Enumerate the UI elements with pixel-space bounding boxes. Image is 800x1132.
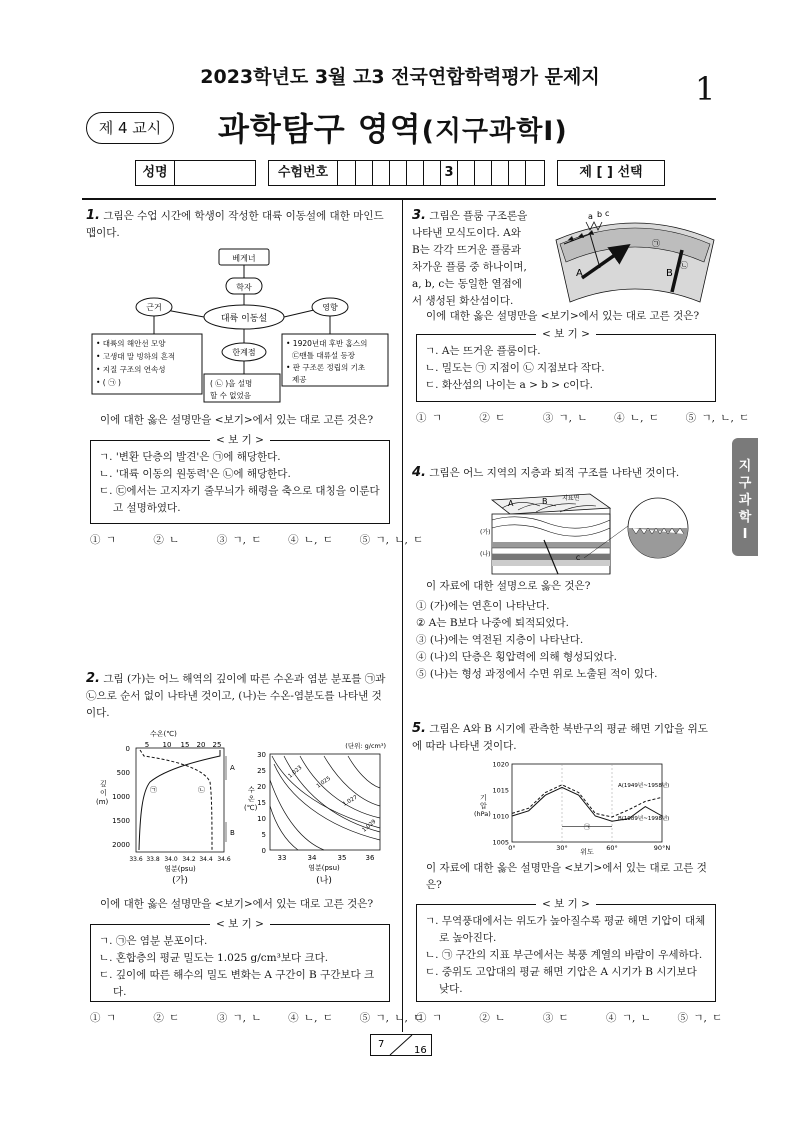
series-line [512, 785, 662, 817]
figure-ga-temp-salinity-depth [92, 726, 242, 886]
column-divider [402, 200, 403, 1032]
question-text: 그림은 수업 시간에 학생이 작성한 대륙 이동설에 대한 마인드 맵이다. [86, 210, 384, 239]
point-label: ㉠ [652, 239, 660, 248]
axis-label: (℃) [244, 804, 258, 812]
stem-line: a, b, c는 동일한 열점에 [412, 278, 522, 290]
subject-side-tab [732, 438, 758, 556]
layer-label: (나) [480, 551, 491, 558]
digit-cell [373, 161, 390, 185]
subject-name: 과학탐구 영역 [218, 110, 422, 148]
bogi-title: < 보 기 > [210, 918, 270, 930]
digit-cell [356, 161, 373, 185]
mind-map-text: • 고생대 말 빙하의 흔적 [96, 352, 176, 361]
figure-caption: (나) [316, 876, 332, 886]
zone-label: A [230, 764, 235, 772]
point-label: ㉡ [680, 261, 688, 270]
curve-dashed [140, 750, 212, 850]
question-5-prompt: 이 자료에 대한 옳은 설명만을 <보기>에서 있는 대로 고른 것은? [426, 862, 707, 891]
x-tick-label: 30° [556, 844, 568, 852]
tick-label: 33 [277, 854, 287, 862]
strata-block-figure [480, 490, 700, 578]
series-label: B(1989년~1998년) [618, 816, 670, 822]
point-label: C [576, 555, 581, 562]
bogi-title: < 보 기 > [536, 898, 596, 910]
page-current: 7 [378, 1039, 385, 1050]
bogi-item: ㄷ. 깊이에 따른 해수의 밀도 변화는 A 구간이 B 구간보다 크다. [99, 969, 375, 998]
choice-label: 제 [ ] 선택 [579, 165, 643, 180]
axis-label: 염분(psu) [164, 865, 196, 873]
mind-map-text: ( ㉡ )을 설명 [210, 379, 253, 388]
plume-tectonics-figure [552, 210, 718, 304]
stem-line: 나타낸 모식도이다. A와 [412, 227, 521, 239]
question-number: 1. [86, 208, 100, 223]
tick-label: 33.8 [146, 856, 160, 863]
point-label: B [542, 497, 548, 506]
tick-label: 36 [365, 854, 375, 862]
density-label: 1.025 [315, 775, 333, 790]
mind-map-text: • 지질 구조의 연속성 [96, 365, 166, 374]
axis-label: 기 [480, 794, 487, 802]
mind-map-text: 대륙 이동설 [220, 314, 268, 324]
tick-label: 15 [257, 799, 266, 807]
question-3-choices[interactable]: ① ㄱ ② ㄷ ③ ㄱ, ㄴ ④ ㄴ, ㄷ ⑤ ㄱ, ㄴ, ㄷ [416, 412, 750, 424]
y-tick-label: 1020 [492, 760, 509, 769]
axis-label: 수온(℃) [150, 730, 177, 738]
island-label: c [605, 210, 610, 218]
answer-option[interactable]: ⑤ (나)는 형성 과정에서 수면 위로 노출된 적이 있다. [416, 668, 658, 680]
tick-label: 34.2 [182, 856, 196, 863]
axis-label: 깊 [100, 780, 107, 788]
pressure-latitude-chart [466, 756, 716, 856]
question-1-bogi [90, 434, 390, 524]
side-tab-char: 학 [738, 510, 752, 525]
surface-label: 지표면 [562, 495, 580, 502]
axis-label: 온 [248, 795, 255, 803]
question-4-prompt: 이 자료에 대한 설명으로 옳은 것은? [426, 580, 591, 592]
tick-label: 34 [307, 854, 317, 862]
question-3-bogi [416, 328, 716, 402]
point-label: A [508, 499, 514, 508]
tick-label: 1000 [112, 793, 130, 801]
question-2-prompt: 이에 대한 옳은 설명만을 <보기>에서 있는 대로 고른 것은? [100, 898, 374, 910]
subject-paren: (지구과학Ⅰ) [421, 116, 568, 147]
subject-title [218, 104, 568, 150]
tick-label: 30 [257, 751, 266, 759]
question-2-choices[interactable]: ① ㄱ ② ㄷ ③ ㄱ, ㄴ ④ ㄴ, ㄷ ⑤ ㄱ, ㄴ, ㄷ [90, 1012, 424, 1024]
tick-label: 34.0 [164, 856, 178, 863]
tick-label: 5 [144, 741, 150, 749]
layer-label: (가) [480, 529, 491, 536]
digit-cell [424, 161, 441, 185]
stem-line: 서 생성된 화산섬이다. [412, 295, 514, 307]
island-label: b [597, 210, 603, 219]
question-2-bogi [90, 918, 390, 1002]
mind-map-text: 베게너 [232, 254, 256, 263]
page-counter [370, 1034, 432, 1056]
tick-label: 25 [212, 741, 222, 749]
side-tab-char: 구 [738, 476, 752, 491]
question-number: 5. [412, 721, 426, 736]
exam-number-box [268, 160, 545, 186]
plume-label: A [576, 268, 583, 279]
name-label: 성명 [136, 161, 175, 185]
bogi-item: ㄱ. A는 뜨거운 플룸이다. [425, 345, 541, 357]
page-number: 1 [695, 70, 716, 108]
digit-cell [407, 161, 424, 185]
mind-map-text: 제공 [292, 375, 307, 384]
answer-option[interactable]: ① (가)에는 연흔이 나타난다. [416, 600, 550, 612]
tick-label: 35 [337, 854, 347, 862]
stem-line: 그림은 플룸 구조론을 [429, 210, 528, 222]
tick-label: 20 [257, 783, 266, 791]
bogi-item: ㄱ. ㉠은 염분 분포이다. [99, 935, 208, 947]
annotation-label: ㉠ [583, 822, 591, 831]
mind-map-text: ㉢맨틀 대류설 등장 [292, 351, 355, 360]
tick-label: 1500 [112, 817, 130, 825]
digit-cell: 3 [441, 161, 458, 185]
exam-title: 2023학년도 3월 고3 전국연합학력평가 문제지 [200, 66, 600, 88]
answer-option[interactable]: ④ (나)의 단층은 횡압력에 의해 형성되었다. [416, 651, 618, 663]
question-1-stem [86, 207, 390, 242]
axis-label: 수 [248, 786, 255, 794]
mind-map-text: • 판 구조론 정립의 기초 [286, 363, 366, 372]
x-tick-label: 90°N [653, 844, 671, 852]
question-3-stem [412, 207, 552, 310]
digit-cell [509, 161, 526, 185]
question-number: 2. [86, 671, 100, 686]
figure-caption: (가) [172, 876, 188, 886]
digit-cell [390, 161, 407, 185]
zone-label: B [230, 829, 235, 837]
question-text: 그림은 어느 지역의 지층과 퇴적 구조를 나타낸 것이다. [429, 467, 680, 479]
axis-label: 염분(psu) [308, 864, 340, 872]
period-badge: 제 4 교시 [86, 112, 174, 144]
tick-label: 34.6 [217, 856, 231, 863]
name-box [135, 160, 256, 186]
tick-label: 500 [116, 769, 130, 777]
side-tab-char: 지 [738, 459, 752, 474]
density-label: 1.023 [287, 764, 304, 780]
tick-label: 2000 [112, 841, 130, 849]
bogi-item: ㄴ. 밀도는 ㉠ 지점이 ㉡ 지점보다 작다. [425, 362, 605, 374]
mind-map-text: • 1920년대 후반 홈스의 [286, 339, 368, 348]
axis-label: 압 [480, 802, 487, 810]
figure-na-ts-diagram [244, 736, 390, 886]
bogi-title: < 보 기 > [536, 328, 596, 340]
axis-label: (m) [96, 798, 109, 806]
density-label: 1.027 [342, 794, 359, 808]
mind-map-text: • 대륙의 해안선 모양 [96, 339, 166, 348]
bogi-item: ㄴ. ㉠ 구간의 지표 부근에서는 북풍 계열의 바람이 우세하다. [425, 949, 703, 961]
side-tab-char: Ⅰ [742, 527, 748, 542]
density-label: 1.029 [361, 818, 378, 834]
mind-map-text: 할 수 없었음 [210, 391, 251, 400]
x-tick-label: 60° [606, 844, 618, 852]
tick-label: 0 [261, 847, 266, 855]
mind-map-text: 한계점 [232, 348, 256, 357]
digit-cell [458, 161, 475, 185]
tick-label: 10 [162, 741, 172, 749]
digit-cell [339, 161, 356, 185]
bogi-item: ㄷ. 화산섬의 나이는 a > b > c이다. [425, 379, 593, 391]
mind-map-text: 근거 [146, 303, 162, 312]
stem-line: B는 각각 뜨거운 플룸과 [412, 244, 522, 256]
y-tick-label: 1010 [492, 812, 509, 821]
question-number: 3. [412, 208, 426, 223]
question-1-prompt: 이에 대한 옳은 설명만을 <보기>에서 있는 대로 고른 것은? [100, 414, 374, 426]
exam-number-label: 수험번호 [269, 161, 338, 185]
tick-label: 5 [261, 831, 266, 839]
bogi-title: < 보 기 > [210, 434, 270, 446]
bogi-item: ㄱ. '변환 단층의 발견'은 ㉠에 해당한다. [99, 451, 281, 463]
question-4-stem [412, 464, 716, 482]
answer-option[interactable]: ③ (나)에는 역전된 지층이 나타난다. [416, 634, 584, 646]
question-4-options [416, 598, 716, 683]
y-tick-label: 1015 [492, 786, 509, 795]
question-5-choices[interactable]: ① ㄱ ② ㄴ ③ ㄷ ④ ㄱ, ㄴ ⑤ ㄱ, ㄷ [416, 1012, 723, 1024]
tick-label: 20 [196, 741, 206, 749]
question-text: 그림은 A와 B 시기에 관측한 북반구의 평균 해면 기압을 위도에 따라 나타낸 것이다. [412, 723, 708, 752]
unit-label: (단위: g/cm³) [345, 742, 386, 750]
mind-map-text: 학자 [236, 283, 252, 292]
question-text: 그림 (가)는 어느 해역의 깊이에 따른 수온과 염분 분포를 ㉠과 ㉡으로 순서 없이 나타낸 것이고, (나)는 수온-염분도를 나타낸 것이다. [86, 673, 386, 719]
tick-label: 15 [180, 741, 190, 749]
digit-cell [492, 161, 509, 185]
x-tick-label: 0° [508, 844, 516, 852]
tick-label: 25 [257, 767, 266, 775]
question-3-prompt: 이에 대한 옳은 설명만을 <보기>에서 있는 대로 고른 것은? [426, 310, 700, 322]
question-5-bogi [416, 898, 716, 1002]
question-2-stem [86, 670, 390, 722]
plume-label: B [666, 268, 673, 279]
page-total: 16 [414, 1045, 427, 1056]
bogi-item: ㄷ. ㉢에서는 고지자기 줄무늬가 해령을 축으로 대칭을 이룬다고 설명하였다. [99, 485, 380, 514]
stem-line: 차가운 플룸 중 하나이며, [412, 261, 527, 273]
bogi-item: ㄱ. 무역풍대에서는 위도가 높아질수록 평균 해면 기압이 대체로 높아진다. [425, 915, 706, 944]
header-divider [82, 198, 716, 200]
question-5-stem [412, 720, 716, 755]
curve-solid [139, 750, 220, 850]
curve-marker: ㉠ [150, 786, 157, 794]
tick-label: 33.6 [129, 856, 143, 863]
question-1-choices[interactable]: ① ㄱ ② ㄴ ③ ㄱ, ㄷ ④ ㄴ, ㄷ ⑤ ㄱ, ㄴ, ㄷ [90, 534, 424, 546]
tick-label: 10 [257, 815, 266, 823]
y-tick-label: 1005 [492, 838, 509, 847]
mind-map-figure [86, 244, 392, 404]
choice-box [557, 160, 665, 186]
tick-label: 34.4 [199, 856, 213, 863]
mind-map-text: • ( ㉠ ) [96, 378, 121, 387]
mind-map-text: 영향 [322, 303, 338, 312]
curve-marker: ㉡ [198, 786, 205, 794]
series-label: A(1949년~1958년) [618, 783, 670, 789]
axis-label: 이 [100, 789, 107, 797]
axis-label: (hPa) [474, 810, 491, 818]
tick-label: 0 [125, 745, 130, 753]
bogi-item: ㄴ. 혼합층의 평균 밀도는 1.025 g/cm³보다 크다. [99, 952, 329, 964]
digit-cell [475, 161, 492, 185]
side-tab-char: 과 [738, 493, 752, 508]
axis-label: 위도 [580, 848, 594, 856]
question-number: 4. [412, 465, 426, 480]
answer-option[interactable]: ② A는 B보다 나중에 퇴적되었다. [416, 617, 569, 629]
island-label: a [588, 212, 593, 221]
bogi-item: ㄷ. 중위도 고압대의 평균 해면 기압은 A 시기가 B 시기보다 낮다. [425, 966, 697, 995]
bogi-item: ㄴ. '대륙 이동의 원동력'은 ㉡에 해당한다. [99, 468, 291, 480]
